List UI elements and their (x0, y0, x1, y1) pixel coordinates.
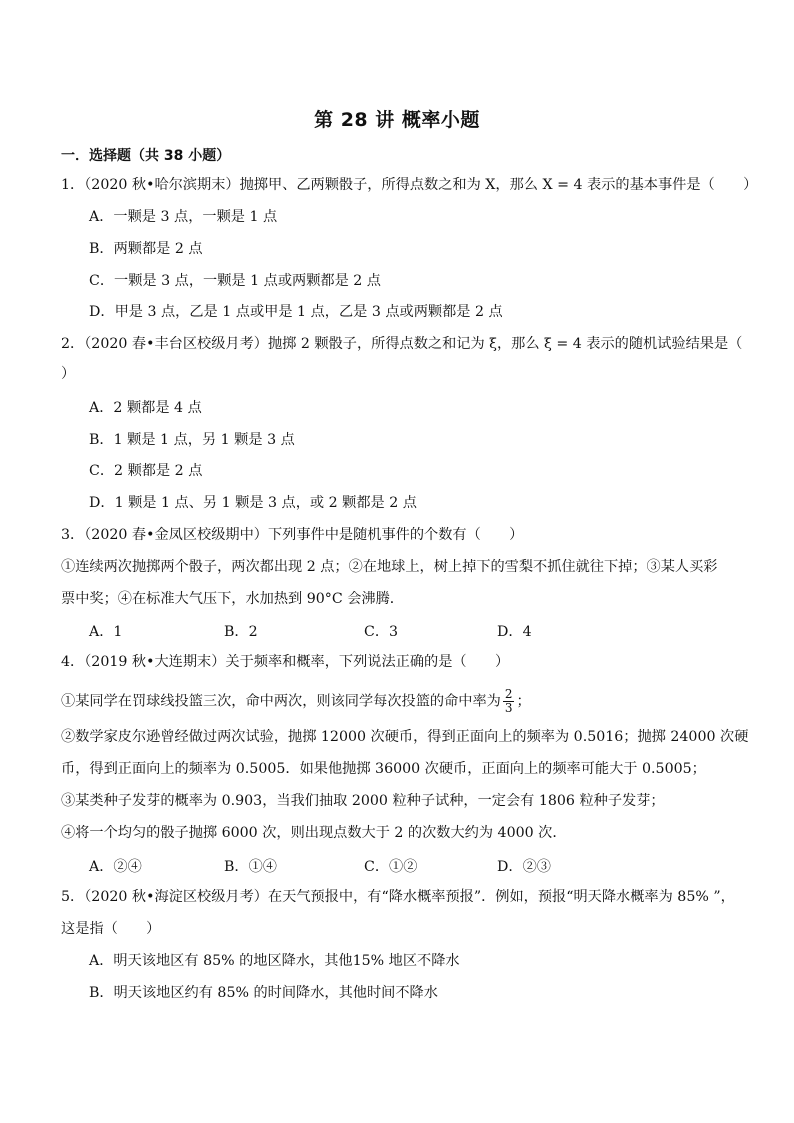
q2-option-b: B．1 颗是 1 点，另 1 颗是 3 点 (89, 432, 295, 448)
q2-stem-end: ） (61, 366, 76, 382)
q4-statement-2a: ②数学家皮尔逊曾经做过两次试验，抛掷 12000 次硬币，得到正面向上的频率为 0.5016；抛掷 24000 次硬 (61, 729, 749, 745)
q5-stem-line2: 这是指（ ） (61, 921, 161, 937)
q2-option-c: C．2 颗都是 2 点 (89, 463, 203, 479)
q1-option-c: C．一颗是 3 点，一颗是 1 点或两颗都是 2 点 (89, 273, 381, 289)
q3-option-d: D．4 (497, 624, 532, 640)
q4-option-c: C．①② (364, 859, 418, 875)
q4-statement-1 (61, 688, 531, 715)
q3-option-b: B．2 (224, 624, 258, 640)
q4-stem: 4．（2019 秋•大连期末）关于频率和概率，下列说法正确的是（ ） (61, 654, 510, 670)
q4-statement-2b: 币，得到正面向上的频率为 0.5005．如果他抛掷 36000 次硬币，正面向上的频率可能大于 0.5005； (61, 761, 706, 777)
fraction (503, 688, 515, 715)
page-title: 第 28 讲 概率小题 (314, 109, 480, 131)
section-heading: 一．选择题（共 38 小题） (61, 148, 231, 164)
q4-statement-3: ③某类种子发芽的概率为 0.903，当我们抽取 2000 粒种子试种，一定会有 1806 粒种子发芽； (61, 793, 665, 809)
q1-option-d: D．甲是 3 点，乙是 1 点或甲是 1 点，乙是 3 点或两颗都是 2 点 (89, 304, 503, 320)
q1-stem: 1．（2020 秋•哈尔滨期末）抛掷甲、乙两颗骰子，所得点数之和为 X，那么 X = 4 表示的基本事件是（ ） (61, 177, 758, 193)
q5-option-a: A．明天该地区有 85% 的地区降水，其他15% 地区不降水 (89, 953, 460, 969)
q4-statement-1-text: ①某同学在罚球线投篮三次，命中两次，则该同学每次投篮的命中率为 (61, 693, 501, 710)
q3-body-line1: ①连续两次抛掷两个骰子，两次都出现 2 点；②在地球上，树上掉下的雪梨不抓住就往下掉；③某人买彩 (61, 559, 718, 575)
q4-statement-4: ④将一个均匀的骰子抛掷 6000 次，则出现点数大于 2 的次数大约为 4000 次． (61, 825, 567, 841)
q4-option-b: B．①④ (224, 859, 277, 875)
q3-body-line2: 票中奖；④在标准大气压下，水加热到 90°C 会沸腾． (61, 591, 404, 607)
q2-option-d: D．1 颗是 1 点、另 1 颗是 3 点，或 2 颗都是 2 点 (89, 495, 417, 511)
q4-option-d: D．②③ (497, 859, 551, 875)
q1-option-b: B．两颗都是 2 点 (89, 241, 203, 257)
q2-stem: 2．（2020 春•丰台区校级月考）抛掷 2 颗骰子，所得点数之和记为 ξ，那么 ξ = 4 表示的随机试验结果是（ (61, 336, 743, 352)
fraction-numerator: 2 (504, 687, 513, 701)
q3-option-a: A．1 (89, 624, 123, 640)
q2-option-a: A．2 颗都是 4 点 (89, 400, 202, 416)
q5-option-b: B．明天该地区约有 85% 的时间降水，其他时间不降水 (89, 985, 438, 1001)
q5-stem: 5．（2020 秋•海淀区校级月考）在天气预报中，有“降水概率预报”．例如，预报“明天降水概率为 85% ”， (61, 889, 735, 905)
q3-option-c: C．3 (364, 624, 399, 640)
q4-option-a: A．②④ (89, 859, 142, 875)
q3-stem: 3．（2020 春•金凤区校级期中）下列事件中是随机事件的个数有（ ） (61, 527, 524, 543)
q4-statement-1-end: ； (516, 693, 531, 710)
fraction-denominator: 3 (504, 701, 513, 715)
q1-option-a: A．一颗是 3 点，一颗是 1 点 (89, 209, 278, 225)
